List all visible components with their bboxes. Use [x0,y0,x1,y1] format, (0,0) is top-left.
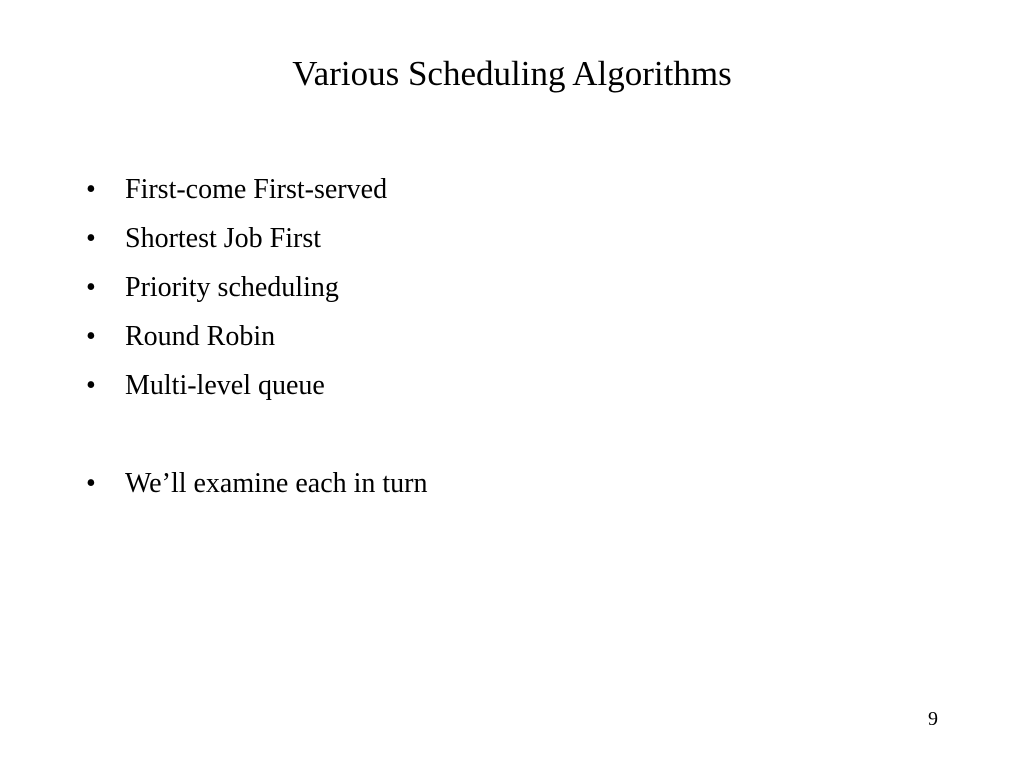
list-item [86,366,428,415]
list-item [86,268,428,317]
bullet-marker: • [86,174,96,205]
bullet-marker: • [86,223,96,254]
bullet-marker: • [86,370,96,401]
bullet-list [86,170,428,513]
bullet-marker: • [86,272,96,303]
slide-number: 9 [928,708,938,730]
bullet-text: Round Robin [125,321,276,352]
bullet-marker: • [86,468,96,499]
closing-list-item [86,464,428,513]
slide-title: Various Scheduling Algorithms [292,54,732,93]
bullet-text: First-come First-served [125,174,388,205]
bullet-text: Multi-level queue [125,370,325,401]
list-item [86,219,428,268]
bullet-marker: • [86,321,96,352]
list-item [86,317,428,366]
bullet-text: Shortest Job First [125,223,322,254]
list-item [86,170,428,219]
bullet-text: Priority scheduling [125,272,339,303]
closing-bullet-text: We’ll examine each in turn [125,468,428,499]
